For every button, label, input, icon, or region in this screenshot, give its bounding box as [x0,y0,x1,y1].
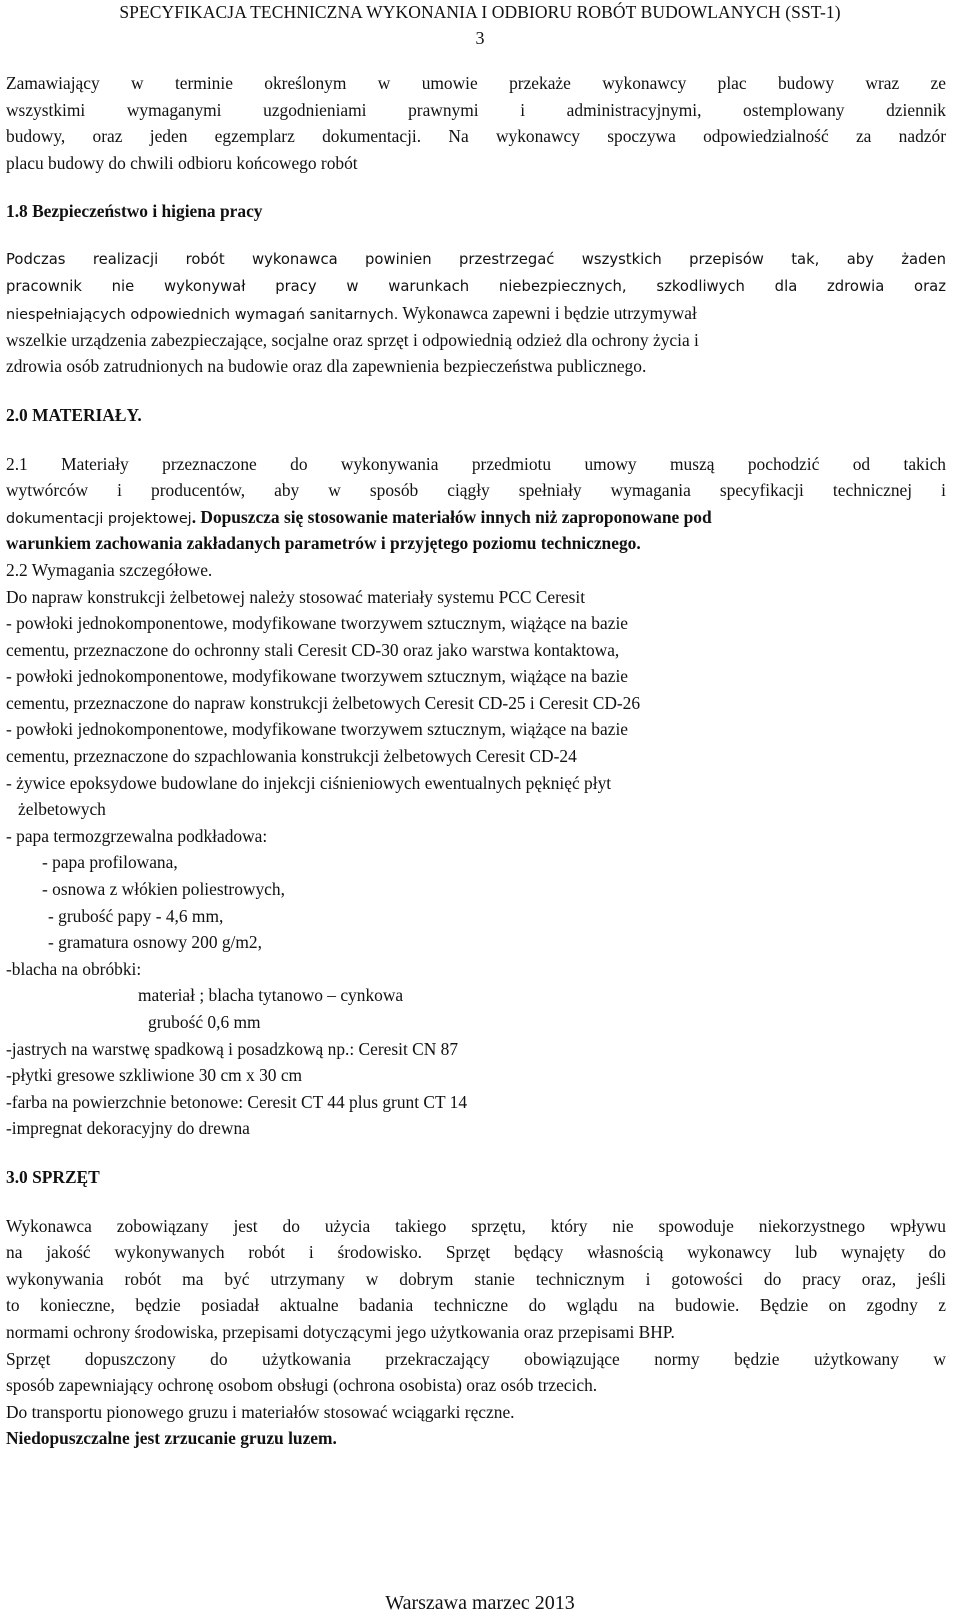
list-item: -płytki gresowe szkliwione 30 cm x 30 cm [6,1065,303,1086]
page-number: 3 [475,28,485,48]
text-line: wykonywania robót ma być utrzymany w dobrym stanie technicznym i gotowości do pracy oraz, jeśli [6,1268,946,1289]
list-item: żelbetowych [18,799,106,820]
list-item: -impregnat dekoracyjny do drewna [6,1118,250,1139]
text-line: zdrowia osób zatrudnionych na budowie oraz dla zapewnienia bezpieczeństwa publicznego. [6,356,647,377]
list-item: - grubość papy - 4,6 mm, [48,905,224,926]
text-line: wytwórców i producentów, aby w sposób ciągły spełniały wymagania specyfikacji technicznej i [6,480,946,501]
text-line: 2.1 Materiały przeznaczone do wykonywania przedmiotu umowy muszą pochodzić od takich [6,453,946,474]
text-line: Wykonawca zobowiązany jest do użycia takiego sprzętu, który nie spowoduje niekorzystnego wpływu [6,1215,946,1236]
list-item: cementu, przeznaczone do ochronny stali Ceresit CD-30 oraz jako warstwa kontaktowa, [6,639,620,660]
text-line: Zamawiający w terminie określonym w umowie przekaże wykonawcy plac budowy wraz ze [6,73,946,93]
list-item: - powłoki jednokomponentowe, modyfikowane tworzywem sztucznym, wiążące na bazie [6,613,628,634]
section-heading-2-0: 2.0 MATERIAŁY. [6,404,142,425]
text-line: budowy, oraz jeden egzemplarz dokumentacji. Na wykonawcy spoczywa odpowiedzialność za nadzór [6,126,946,147]
text-line: Podczas realizacji robót wykonawca powinien przestrzegać wszystkich przepisów tak, aby żaden [6,250,946,268]
list-item: -blacha na obróbki: [6,958,142,979]
list-item: - gramatura osnowy 200 g/m2, [48,932,262,953]
text-line: pracownik nie wykonywał pracy w warunkach niebezpiecznych, szkodliwych dla zdrowia oraz [6,277,946,295]
safety-paragraph [6,247,946,380]
text-line: na jakość wykonywanych robót i środowisko. Sprzęt będący własnością wykonawcy lub wynajęty do [6,1242,946,1263]
text-line: normami ochrony środowiska, przepisami dotyczącymi jego użytkowania oraz przepisami BHP. [6,1321,675,1342]
text-line: warunkiem zachowania zakładanych parametrów i przyjętego poziomu technicznego. [6,533,641,554]
section-heading-1-8: 1.8 Bezpieczeństwo i higiena pracy [6,201,263,222]
list-item: -jastrych na warstwę spadkową i posadzkową np.: Ceresit CN 87 [6,1038,459,1059]
list-item: - powłoki jednokomponentowe, modyfikowane tworzywem sztucznym, wiążące na bazie [6,719,628,740]
section-heading-3-0: 3.0 SPRZĘT [6,1166,100,1187]
list-item: - powłoki jednokomponentowe, modyfikowane tworzywem sztucznym, wiążące na bazie [6,666,628,687]
document-footer: Warszawa marzec 2013 [385,1592,575,1614]
list-item: cementu, przeznaczone do napraw konstrukcji żelbetowych Ceresit CD-25 i Ceresit CD-26 [6,692,641,713]
materials-list [6,584,946,1142]
materials-paragraph [6,451,946,557]
document-header: SPECYFIKACJA TECHNICZNA WYKONANIA I ODBIORU ROBÓT BUDOWLANYCH (SST-1) [119,2,841,22]
text-line: wszystkimi wymaganymi uzgodnieniami prawnymi i administracyjnymi, ostemplowany dziennik [6,99,946,120]
document-body [6,70,946,1452]
list-item: - żywice epoksydowe budowlane do injekcji ciśnieniowych ewentualnych pęknięć płyt [6,772,612,793]
list-item: - papa termozgrzewalna podkładowa: [6,825,268,846]
list-item: -farba na powierzchnie betonowe: Ceresit CT 44 plus grunt CT 14 [6,1091,468,1112]
text-line: sposób zapewniający ochronę osobom obsługi (ochrona osobista) oraz osób trzecich. [6,1375,598,1396]
text-line: to konieczne, będzie posiadał aktualne badania techniczne do wglądu na budowie. Będzie on zgodny z [6,1295,946,1316]
list-item: materiał ; blacha tytanowo – cynkowa [138,985,404,1006]
list-item: - osnowa z włókien poliestrowych, [42,879,285,900]
text-line: niespełniających odpowiednich wymagań sanitarnych. Wykonawca zapewni i będzie utrzymywał [6,303,697,324]
text-line: dokumentacji projektowej. Dopuszcza się stosowanie materiałów innych niż zaproponowane pod [6,506,712,527]
list-item: Do napraw konstrukcji żelbetowej należy stosować materiały systemu PCC Ceresit [6,586,586,607]
text-line: Do transportu pionowego gruzu i materiałów stosować wciągarki ręczne. [6,1401,515,1422]
intro-paragraph [6,70,946,176]
list-item: - papa profilowana, [42,852,178,873]
list-item: grubość 0,6 mm [148,1012,261,1032]
text-line: wszelkie urządzenia zabezpieczające, socjalne oraz sprzęt i odpowiednią odzież dla ochrony życia i [6,329,699,350]
subsection-heading-2-2: 2.2 Wymagania szczegółowe. [6,559,213,580]
final-bold-note: Niedopuszczalne jest zrzucanie gruzu luzem. [6,1428,337,1449]
equipment-paragraph [6,1213,946,1452]
list-item: cementu, przeznaczone do szpachlowania konstrukcji żelbetowych Ceresit CD-24 [6,746,577,767]
text-line: Sprzęt dopuszczony do użytkowania przekraczający obowiązujące normy będzie użytkowany w [6,1348,946,1369]
text-line: placu budowy do chwili odbioru końcowego robót [6,152,358,173]
